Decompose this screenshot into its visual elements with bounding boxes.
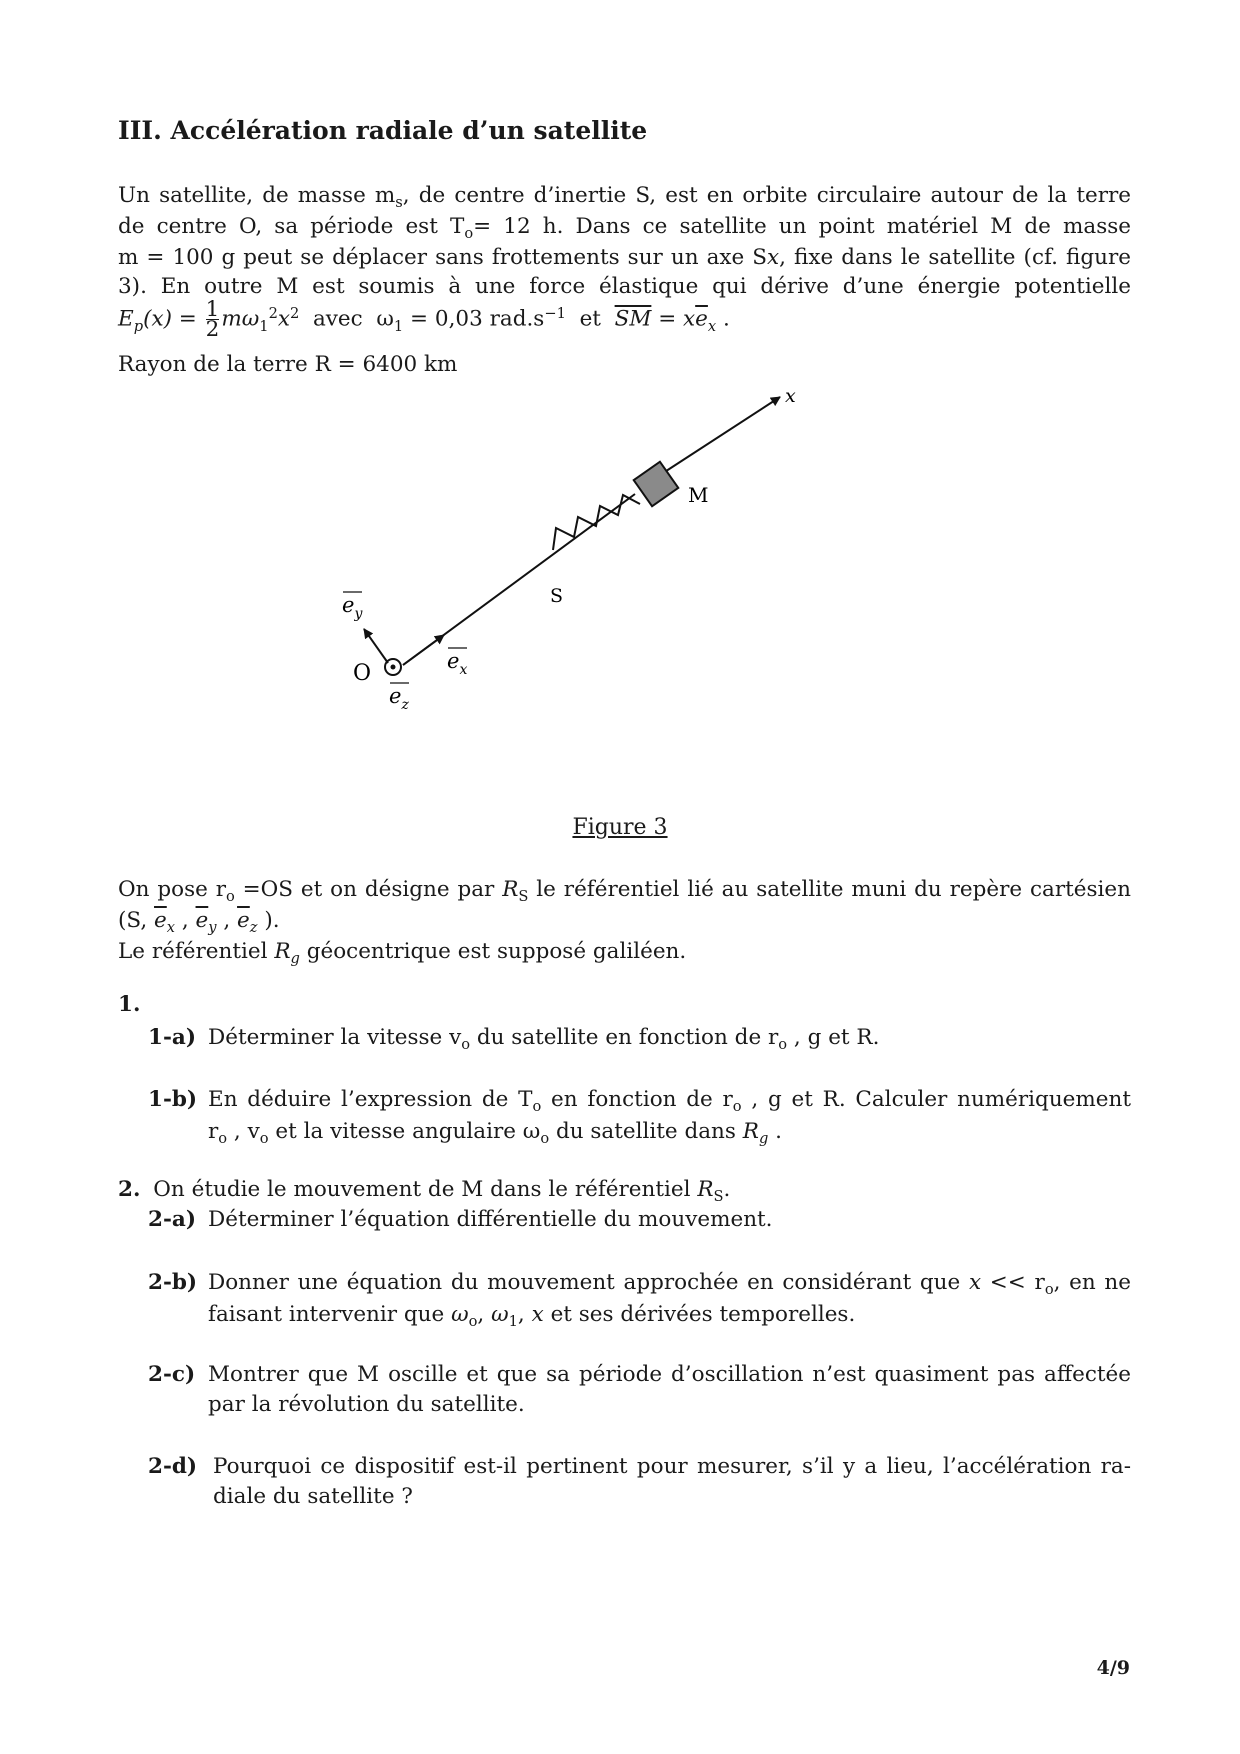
intro-line-4: 3). En outre M est soumis à une force élastique qui dérive d’une énergie potentielle	[118, 274, 1131, 299]
question-2	[118, 1175, 1131, 1207]
origin-label: O	[353, 661, 372, 686]
question-2b	[148, 1268, 1131, 1332]
ey-label: $e_y$	[342, 593, 363, 622]
mass-label: M	[688, 483, 709, 507]
question-2d-label: 2-d)	[148, 1454, 198, 1479]
setup-paragraph	[118, 875, 1131, 968]
ex-label: $e_x$	[447, 649, 468, 678]
question-1b-text: En déduire l’expression de $T_o$ en fonction de $r_o$ , g et R. Calculer numériquement $r_o$ , $v_o$ et la vitesse angulaire $\omega_o$ du satellite dans $R_g$ .	[208, 1087, 1131, 1148]
figure-caption: Figure 3	[572, 815, 668, 840]
ex-arrow	[403, 635, 444, 665]
fraction-one-half: $\frac{1}{2}$	[205, 297, 220, 342]
setup-line-3: Le référentiel $R_g$ géocentrique est supposé galiléen.	[118, 939, 687, 968]
earth-radius: Rayon de la terre R = 6400 km	[118, 352, 458, 377]
question-2-number: 2.	[118, 1177, 141, 1202]
question-2c-text: Montrer que M oscille et que sa période d’oscillation n’est quasiment pas affectée par la révolution du satellite.	[208, 1362, 1131, 1417]
intro-line-1: Un satellite, de masse $m_s$, de centre d’inertie S, est en orbite circulaire autour de la terre	[118, 183, 1131, 212]
question-1b-label: 1-b)	[148, 1087, 198, 1112]
axis-x-label: x	[785, 385, 796, 407]
question-1b	[148, 1085, 1131, 1149]
intro-line-3: m = 100 g peut se déplacer sans frottements sur un axe Sx, fixe dans le satellite (cf. figure	[118, 245, 1131, 270]
section-title: III. Accélération radiale d’un satellite	[118, 116, 648, 145]
setup-line-1: On pose $r_o =OS$ et on désigne par $R_S$ le référentiel lié au satellite muni du repère cartésien	[118, 877, 1131, 906]
ey-arrow	[364, 629, 388, 663]
figure-3-diagram	[0, 380, 1240, 740]
question-1a	[148, 1023, 1131, 1055]
intro-line-2: de centre O, sa période est $T_o= 12$ h. Dans ce satellite un point matériel M de masse	[118, 214, 1131, 243]
intro-paragraph	[118, 181, 1131, 301]
question-2-text: On étudie le mouvement de M dans le référentiel $R_S$.	[153, 1177, 731, 1206]
ez-dot	[391, 665, 396, 670]
potential-energy-formula: $E_p(x)$ = $\frac{1}{2}$ $m\omega_1^2x^2$ avec $\omega_1 = 0,03$ $rad.s^{-1}$ et $\overline{SM} = x\overline{e}_x$ .	[118, 297, 730, 342]
question-2a-label: 2-a)	[148, 1207, 196, 1232]
question-1a-text: Déterminer la vitesse $v_o$ du satellite en fonction de $r_o$ , g et R.	[208, 1025, 880, 1054]
x-axis-arrow	[660, 397, 780, 475]
question-2c-label: 2-c)	[148, 1362, 196, 1387]
question-2d	[148, 1452, 1131, 1516]
spring	[553, 495, 640, 550]
question-2d-text: Pourquoi ce dispositif est-il pertinent pour mesurer, s’il y a lieu, l’accélération ra- diale du satellite ?	[213, 1454, 1131, 1509]
ez-label: $e_z$	[389, 684, 409, 713]
question-2b-label: 2-b)	[148, 1270, 198, 1295]
question-2a	[148, 1205, 1131, 1237]
page-number: 4/9	[1096, 1657, 1130, 1679]
s-label: S	[550, 585, 564, 607]
question-1a-label: 1-a)	[148, 1025, 196, 1050]
question-2b-text: Donner une équation du mouvement approchée en considérant que $x << r_o$, en ne faisant intervenir que $\omega_o$, $\omega_1$, x et ses dérivées temporelles.	[208, 1270, 1131, 1331]
setup-line-2: (S, $\overline{e}_x$ , $\overline{e}_y$ , $\overline{e}_z$ ).	[118, 908, 280, 937]
question-1-number: 1.	[118, 992, 141, 1017]
question-2a-text: Déterminer l’équation différentielle du mouvement.	[208, 1207, 773, 1232]
question-2c	[148, 1360, 1131, 1424]
